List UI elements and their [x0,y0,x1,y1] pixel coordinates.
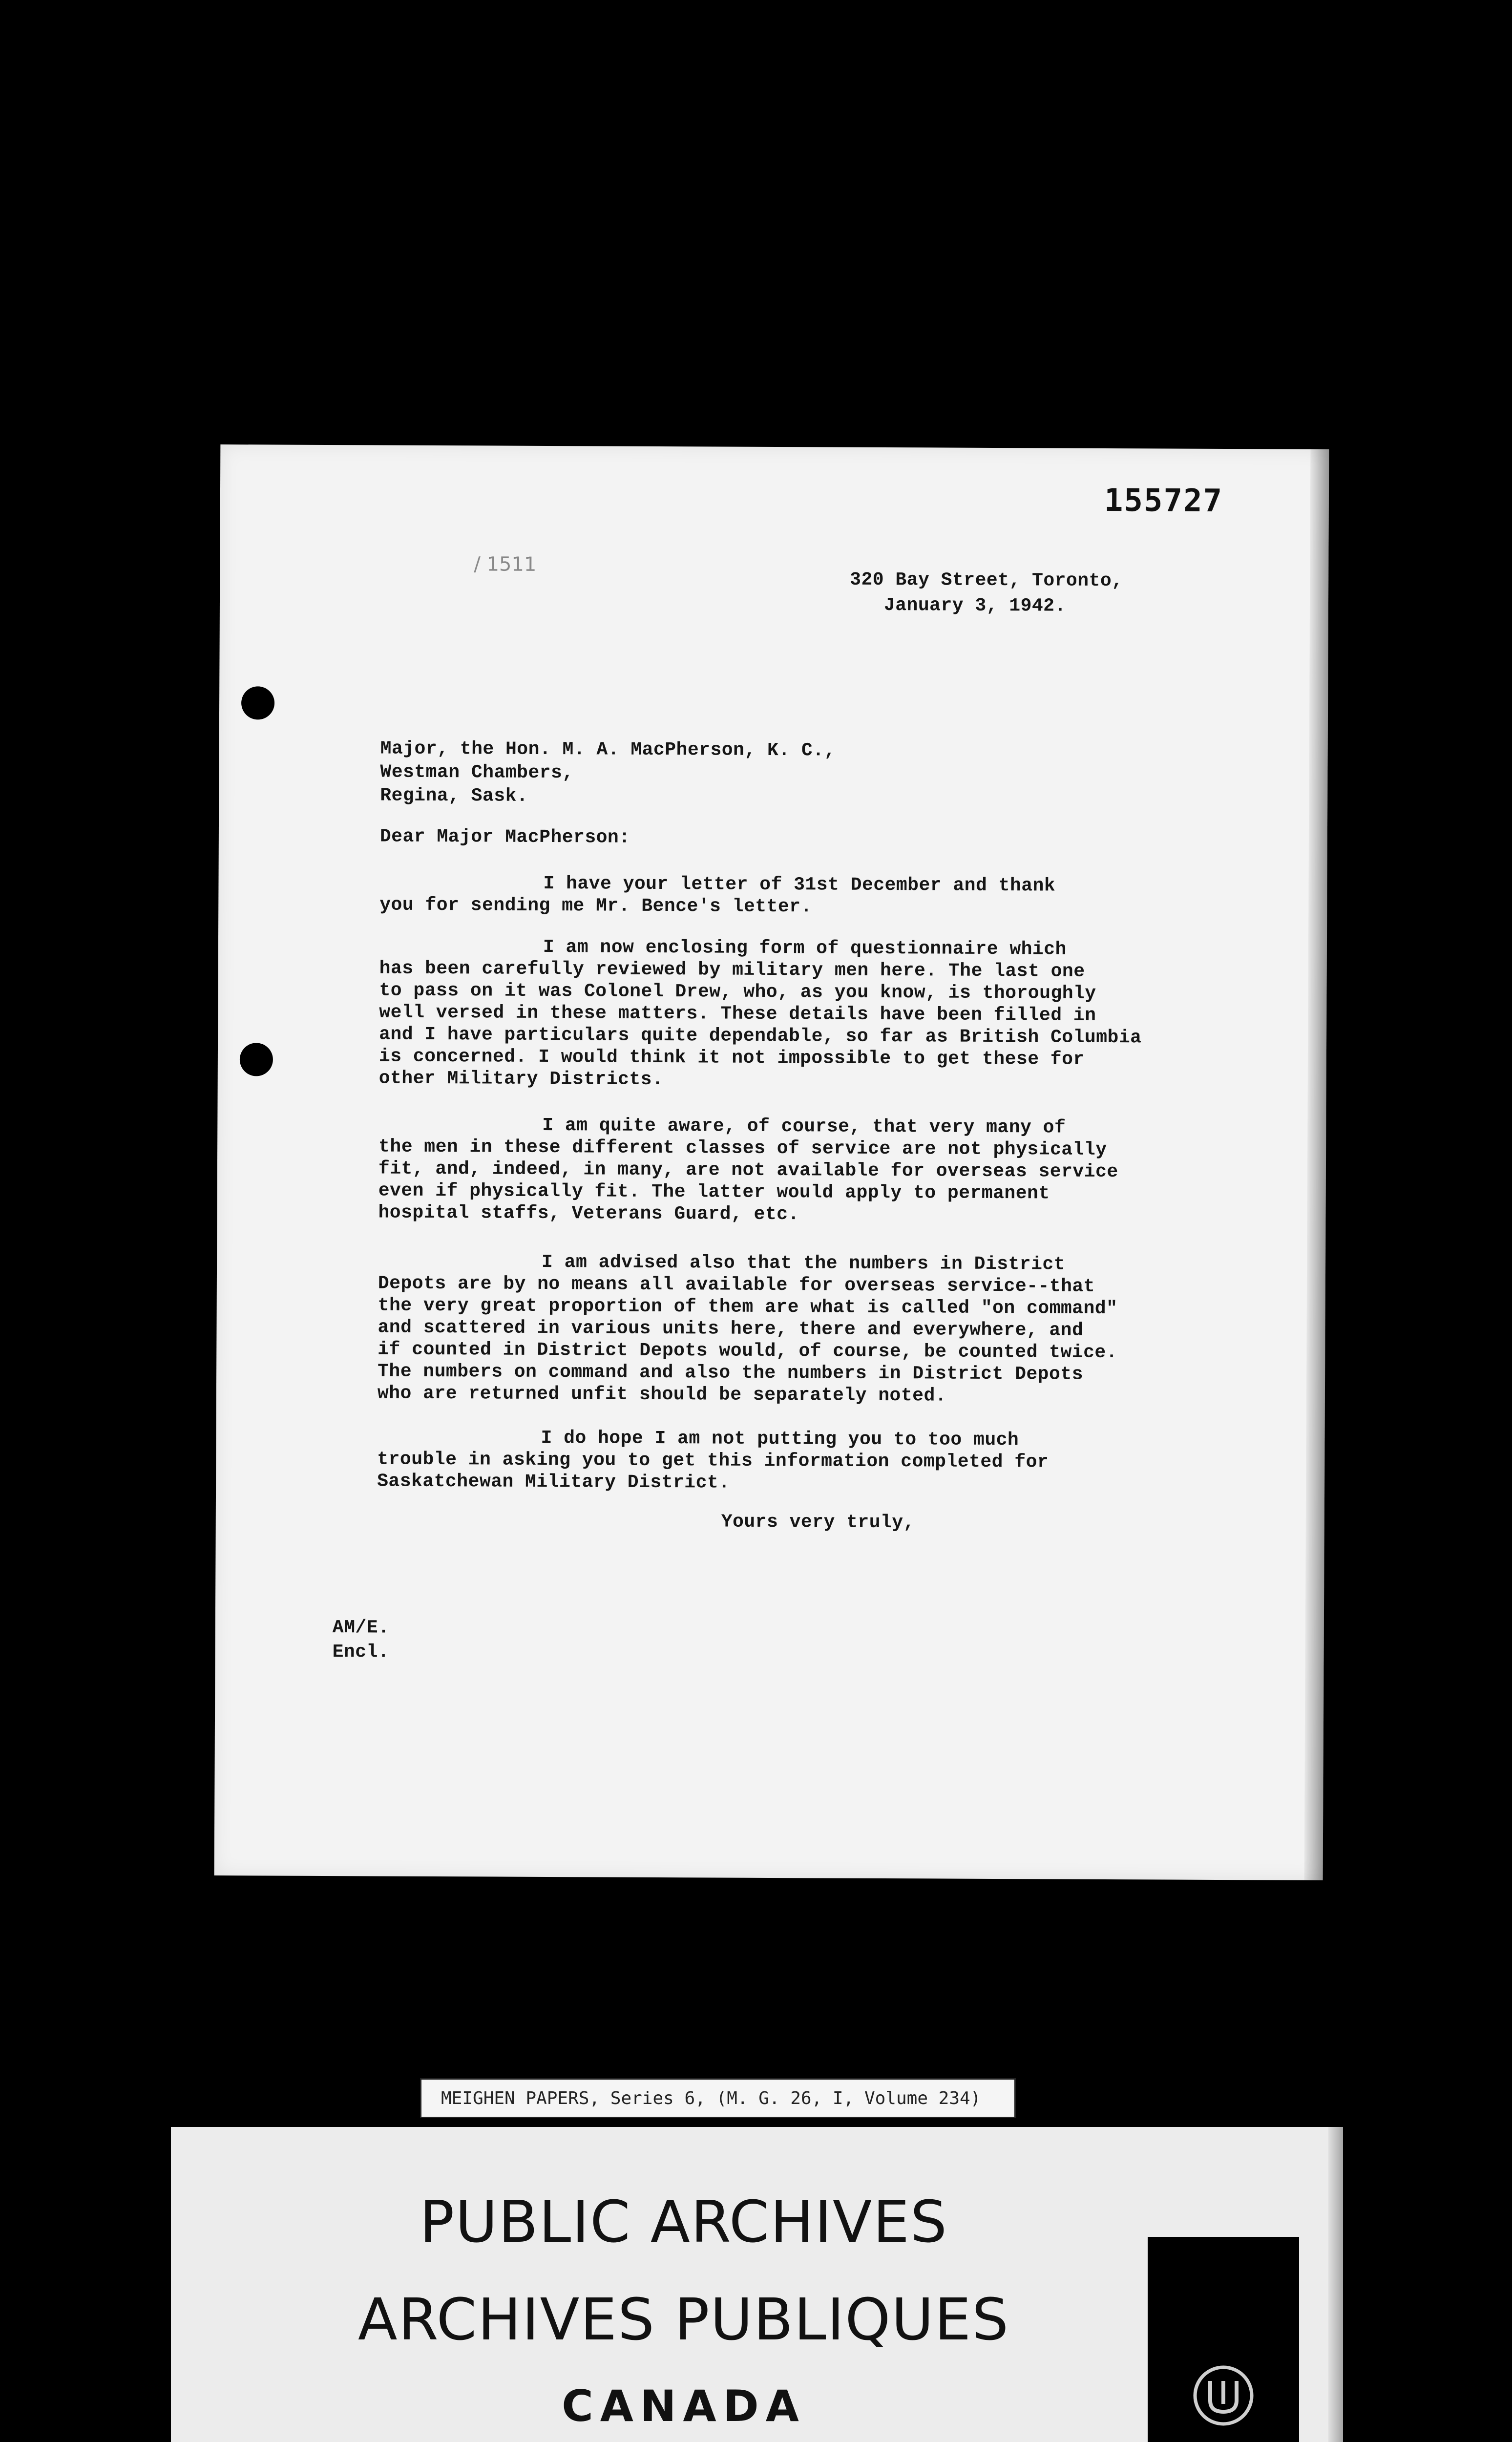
archives-card [171,2127,1343,2442]
paragraph-line: The numbers on command and also the numbers in District Depots [378,1361,1084,1385]
paragraph-line: you for sending me Mr. Bence's letter. [379,894,812,918]
punch-hole-top [241,686,274,719]
paragraph-line: the very great proportion of them are what is called "on command" [378,1295,1118,1320]
recipient-line: Major, the Hon. M. A. MacPherson, K. C., [380,738,836,761]
paragraph-line: I have your letter of 31st December and thank [543,873,1056,897]
enclosure-note: Encl. [332,1642,390,1663]
punch-hole-bottom [240,1043,273,1076]
paragraph-line: if counted in District Depots would, of course, be counted twice. [378,1339,1118,1364]
paragraph-line: even if physically fit. The latter would apply to permanent [378,1180,1050,1204]
letter-page [214,444,1329,1880]
paragraph-line: I am advised also that the numbers in District [542,1251,1066,1275]
letter-date: January 3, 1942. [883,594,1066,617]
document-number: 155727 [1104,482,1223,520]
recipient-line: Westman Chambers, [380,761,574,784]
paragraph-line: has been carefully reviewed by military men here. The last one [379,958,1085,982]
paragraph-line: who are returned unfit should be separately noted. [377,1383,947,1407]
paragraph-line: and I have particulars quite dependable, so far as British Columbia [379,1024,1142,1049]
paragraph-line: trouble in asking you to get this information completed for [377,1449,1049,1473]
paragraph-line: and scattered in various units here, there and everywhere, and [378,1317,1084,1341]
archives-title-english: PUBLIC ARCHIVES [420,2188,948,2255]
paragraph-line: fit, and, indeed, in many, are not available for overseas service [378,1158,1118,1183]
paragraph-line: I am now enclosing form of questionnaire which [543,936,1067,960]
archives-country: CANADA [562,2381,806,2431]
paragraph-line: is concerned. I would think it not impossible to get these for [378,1046,1085,1070]
return-address: 320 Bay Street, Toronto, [850,569,1123,592]
pencil-annotation: / 1511 [474,553,537,576]
series-label: MEIGHEN PAPERS, Series 6, (M. G. 26, I, Volume 234) [420,2078,1016,2118]
paragraph-line: Saskatchewan Military District. [377,1471,730,1494]
paragraph-line: other Military Districts. [378,1068,664,1091]
archives-emblem-icon [1192,2364,1255,2427]
paragraph-line: I am quite aware, of course, that very many of [542,1115,1066,1138]
paragraph-line: hospital staffs, Veterans Guard, etc. [378,1202,799,1225]
salutation: Dear Major MacPherson: [379,826,630,848]
paragraph-line: well versed in these matters. These details have been filled in [379,1002,1096,1026]
typist-initials: AM/E. [332,1617,390,1639]
closing: Yours very truly, [721,1511,915,1534]
paragraph-line: I do hope I am not putting you to too much [541,1427,1019,1451]
paragraph-line: to pass on it was Colonel Drew, who, as you know, is thoroughly [379,980,1096,1004]
paragraph-line: Depots are by no means all available for overseas service--that [378,1273,1095,1297]
recipient-line: Regina, Sask. [380,785,528,807]
archives-title-french: ARCHIVES PUBLIQUES [357,2286,1010,2353]
paragraph-line: the men in these different classes of service are not physically [378,1136,1107,1160]
